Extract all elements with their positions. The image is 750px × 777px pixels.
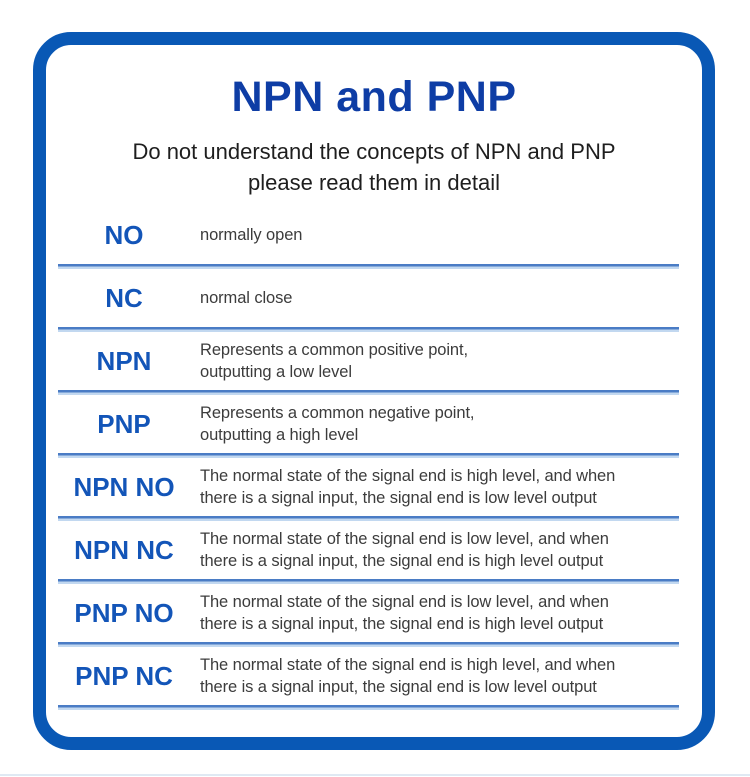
description-line: normal close <box>200 289 293 308</box>
table-row <box>58 332 679 390</box>
table-row <box>58 206 679 264</box>
definitions-table <box>58 206 679 710</box>
table-row <box>58 647 679 705</box>
term-description <box>200 224 679 246</box>
table-row <box>58 521 679 579</box>
subtitle <box>46 136 702 198</box>
description-line: The normal state of the signal end is low level, and when <box>200 593 609 612</box>
term-label: NPN NC <box>74 534 174 565</box>
description-line: The normal state of the signal end is low level, and when <box>200 530 609 549</box>
table-row <box>58 458 679 516</box>
term-description <box>200 339 679 383</box>
description-line: normally open <box>200 226 303 245</box>
subtitle-line: Do not understand the concepts of NPN and PNP <box>132 139 616 165</box>
description-line: Represents a common negative point, <box>200 404 475 423</box>
description-line: Represents a common positive point, <box>200 341 468 360</box>
description-line: outputting a high level <box>200 426 359 445</box>
table-row <box>58 395 679 453</box>
term-description <box>200 402 679 446</box>
term-label: PNP <box>97 408 151 439</box>
term-description <box>200 528 679 572</box>
term-label: PNP NO <box>74 597 174 628</box>
term-description <box>200 591 679 635</box>
term-description <box>200 465 679 509</box>
description-line: there is a signal input, the signal end is low level output <box>200 678 597 697</box>
description-line: The normal state of the signal end is high level, and when <box>200 467 616 486</box>
term-label: NPN NO <box>73 471 175 502</box>
table-row <box>58 269 679 327</box>
row-divider <box>58 705 679 710</box>
term-label: NO <box>104 219 144 250</box>
description-line: there is a signal input, the signal end is high level output <box>200 552 604 571</box>
info-card <box>33 32 715 750</box>
subtitle-line: please read them in detail <box>248 170 500 196</box>
table-row <box>58 584 679 642</box>
term-description <box>200 654 679 698</box>
term-label: NPN <box>96 345 152 376</box>
bottom-divider <box>0 774 750 776</box>
term-description <box>200 287 679 309</box>
term-label: PNP NC <box>75 660 173 691</box>
page-title: NPN and PNP <box>231 73 517 121</box>
description-line: there is a signal input, the signal end is high level output <box>200 615 604 634</box>
description-line: there is a signal input, the signal end is low level output <box>200 489 597 508</box>
description-line: outputting a low level <box>200 363 352 382</box>
term-label: NC <box>105 282 143 313</box>
description-line: The normal state of the signal end is high level, and when <box>200 656 616 675</box>
